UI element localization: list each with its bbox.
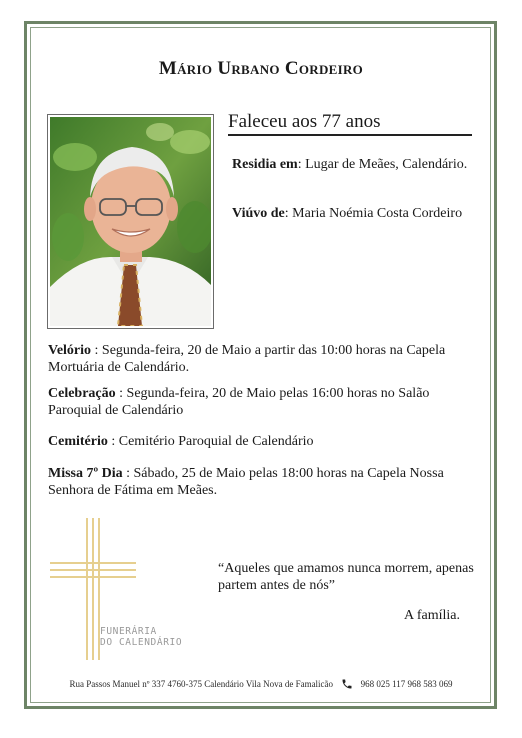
phone-icon	[341, 678, 353, 690]
funeral-home-line1: FUNERÁRIA	[100, 626, 157, 637]
widower-value: : Maria Noémia Costa Cordeiro	[284, 206, 463, 221]
ceremony-text: : Segunda-feira, 20 de Maio pelas 16:00 horas no Salão Paroquial de Calendário	[48, 386, 430, 418]
ceremony-label: Celebração	[48, 386, 116, 401]
mass-text: : Sábado, 25 de Maio pelas 18:00 horas na Capela Nossa Senhora de Fátima em Meães.	[48, 466, 444, 498]
ceremony-info	[48, 385, 468, 419]
portrait-photo	[47, 114, 214, 329]
mass-info	[48, 465, 468, 499]
cemetery-label: Cemitério	[48, 434, 108, 449]
footer-phones: 968 025 117 968 583 069	[360, 679, 453, 689]
cemetery-text: : Cemitério Paroquial de Calendário	[107, 434, 314, 449]
widower-label: Viúvo de	[232, 206, 285, 221]
widower-line	[232, 206, 462, 222]
residence-label: Residia em	[232, 157, 298, 172]
footer	[0, 678, 522, 690]
wake-text: : Segunda-feira, 20 de Maio a partir das 10:00 horas na Capela Mortuária de Calendário.	[48, 343, 446, 375]
wake-info	[48, 342, 468, 376]
deceased-name: Mário Urbano Cordeiro	[158, 58, 364, 79]
wake-label: Velório	[48, 343, 92, 358]
heading-underline	[228, 134, 472, 136]
residence-value: : Lugar de Meães, Calendário.	[297, 157, 468, 172]
signature: A família.	[404, 608, 460, 623]
funeral-home-name	[100, 626, 182, 648]
cemetery-info	[48, 433, 468, 450]
footer-address: Rua Passos Manuel nº 337 4760-375 Calendário Vila Nova de Famalicão	[69, 679, 334, 689]
portrait-illustration	[50, 117, 211, 326]
mass-label: Missa 7º Dia	[48, 466, 123, 481]
residence-line	[232, 157, 467, 173]
funeral-home-line2: DO CALENDÁRIO	[100, 637, 183, 648]
age-heading: Faleceu aos 77 anos	[228, 111, 381, 132]
quote: “Aqueles que amamos nunca morrem, apenas partem antes de nós”	[218, 561, 474, 593]
